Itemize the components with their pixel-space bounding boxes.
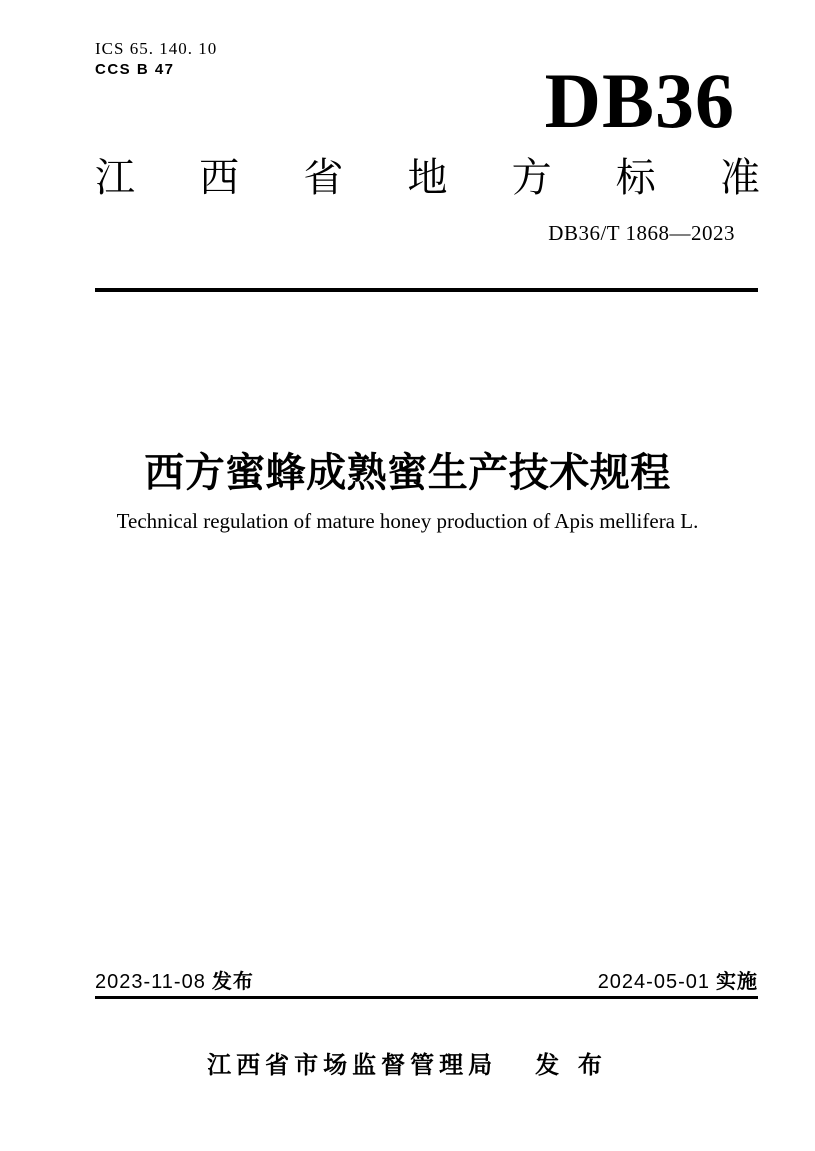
ccs-code: CCS B 47 [95, 61, 175, 78]
ics-code: ICS 65. 140. 10 [95, 39, 218, 58]
standard-type-char: 方 [511, 156, 552, 200]
publish-label: 发 布 [535, 1052, 608, 1079]
implement-date-label: 实施 [716, 971, 758, 993]
db36-logo: DB36 [544, 57, 735, 144]
issue-date-label: 发布 [211, 971, 254, 993]
standard-type-title [95, 156, 760, 200]
issue-date: 2023-11-08 [95, 971, 206, 993]
document-title-chinese: 西方蜜蜂成熟蜜生产技术规程 [144, 451, 671, 495]
classification-codes [95, 38, 217, 80]
standard-number: DB36/T 1868—2023 [548, 221, 735, 245]
dates-row [95, 970, 758, 994]
standard-type-char: 江 [95, 156, 135, 200]
implement-date: 2024-05-01 [597, 971, 710, 993]
publisher-name: 江西省市场监督管理局 [207, 1052, 498, 1079]
standard-type-char: 西 [199, 156, 240, 200]
document-title-english: Technical regulation of mature honey production of Apis mellifera L. [116, 509, 699, 533]
standard-type-char: 标 [615, 156, 656, 200]
standard-type-char: 准 [719, 156, 760, 200]
footer-divider-rule [95, 996, 758, 999]
standard-type-char: 省 [303, 156, 344, 200]
publisher-row [0, 1045, 815, 1080]
implement-date-group [598, 970, 758, 994]
issue-date-group [95, 970, 254, 994]
standard-type-char: 地 [407, 156, 448, 200]
header-divider-rule [95, 288, 758, 292]
